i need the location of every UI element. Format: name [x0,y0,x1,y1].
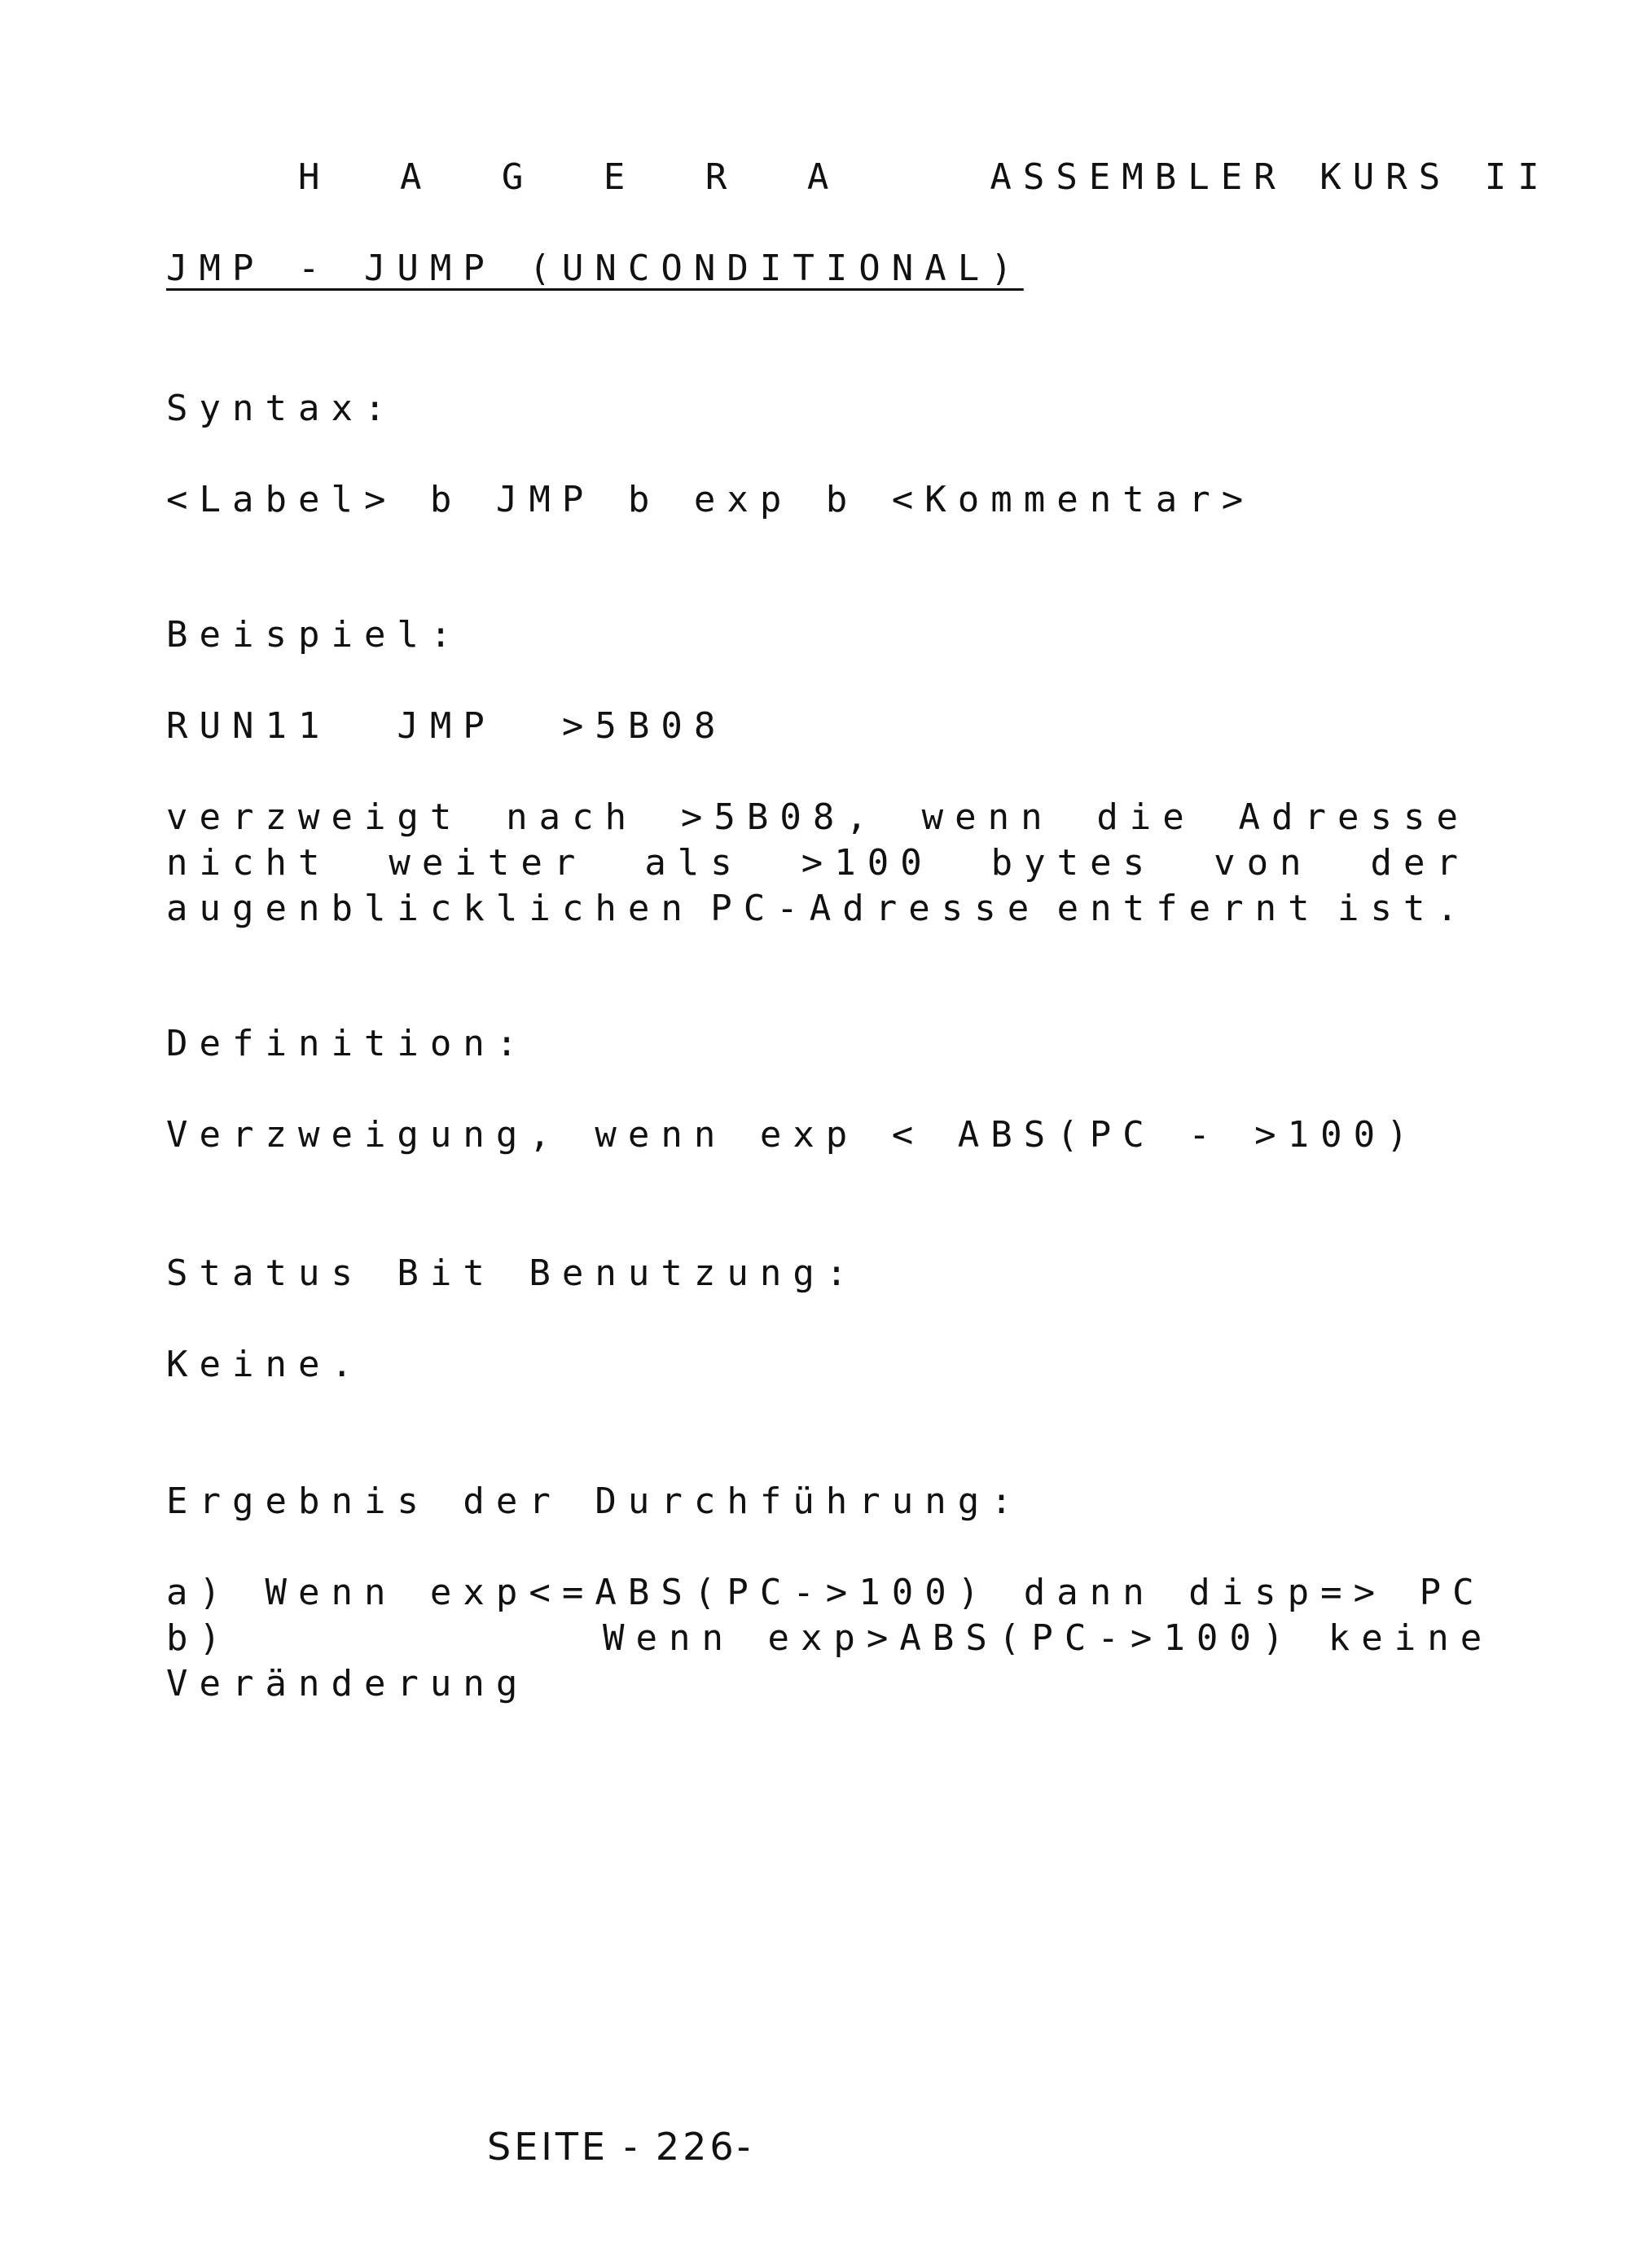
example-label: Beispiel: [166,614,463,656]
word: Adresse [1238,796,1469,838]
result-line-c: Veränderung [166,1663,529,1704]
word: ist. [1337,888,1469,929]
syntax-line: <Label> b JMP b exp b <Kommentar> [166,479,1255,520]
page-header [166,109,1551,246]
instruction-heading: JMP - JUMP (UNCONDITIONAL) [166,248,1024,289]
word: nach [506,796,639,838]
syntax-label: Syntax: [166,388,397,429]
word: entfernt [1056,888,1321,929]
word: verzweigt [166,796,463,838]
page-number: SEITE - 226- [487,2125,754,2169]
word: wenn [921,796,1054,838]
definition-label: Definition: [166,1023,529,1064]
word: >100 [801,842,933,884]
word: bytes [990,842,1157,884]
word: von [1214,842,1313,884]
course-title: ASSEMBLER KURS II [990,156,1551,198]
result-label: Ergebnis der Durchführung: [166,1481,1024,1522]
word: als [644,842,744,884]
example-explanation-line-1 [166,795,1469,840]
word: PC-Adresse [710,888,1041,929]
result-line-a: a) Wenn exp<=ABS(PC->100) dann disp=> PC [166,1572,1486,1613]
example-explanation-line-2 [166,840,1469,886]
definition-text: Verzweigung, wenn exp < ABS(PC - >100) [166,1114,1420,1156]
example-explanation-line-3 [166,886,1469,932]
word: nicht [166,842,332,884]
word: augenblicklichen [166,888,694,929]
publisher-name: H A G E R A [297,156,858,198]
status-bits-text: Keine. [166,1344,364,1385]
result-line-b-text: Wenn exp>ABS(PC->100) keine [603,1617,1494,1659]
word: die [1096,796,1196,838]
word: >5B08, [680,796,879,838]
word: der [1370,842,1469,884]
example-code: RUN11 JMP >5B08 [166,705,727,747]
word: weiter [389,842,587,884]
result-line-b-prefix: b) [166,1617,232,1659]
status-bits-label: Status Bit Benutzung: [166,1252,859,1294]
